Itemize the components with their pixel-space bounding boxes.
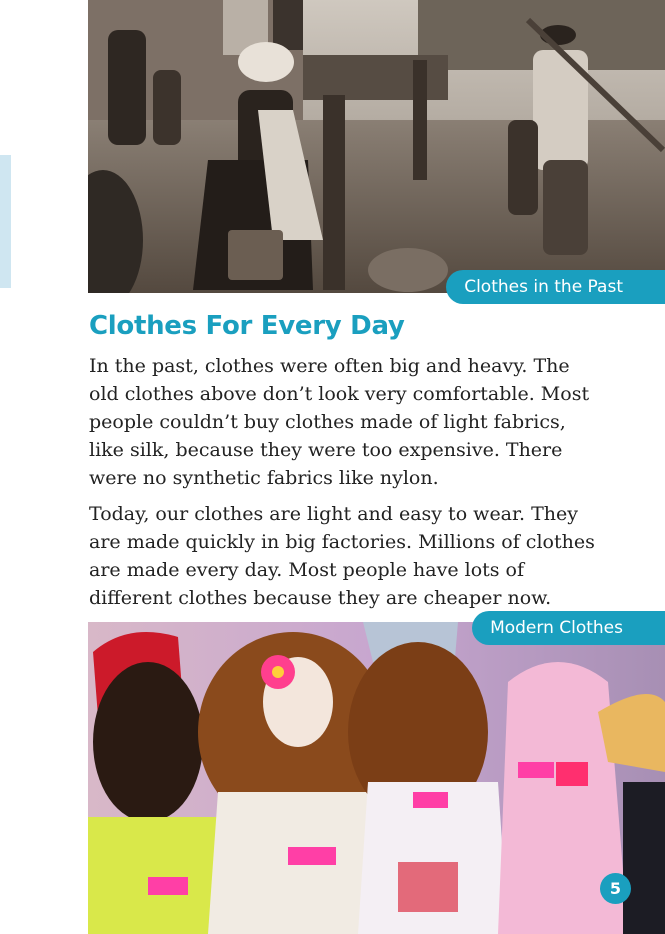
paragraph-today: Today, our clothes are light and easy to wear. They are made quickly in big factories. Millions of clothes are made every day. Most people have lots of different clothes because they are cheaper now.	[89, 503, 595, 609]
past-clothes-photo	[88, 0, 665, 293]
page-number: 5	[600, 873, 631, 904]
modern-photo-caption: Modern Clothes	[472, 611, 665, 645]
section-heading: Clothes For Every Day	[89, 311, 405, 341]
past-photo-caption: Clothes in the Past	[446, 270, 665, 304]
side-accent-strip	[0, 155, 11, 288]
paragraph-past: In the past, clothes were often big and heavy. The old clothes above don’t look very comfortable. Most people couldn’t buy clothes made of light fabrics, like silk, because they were too expensive. There were no synthetic fabrics like nylon.	[89, 355, 590, 489]
modern-clothes-photo	[88, 622, 665, 934]
